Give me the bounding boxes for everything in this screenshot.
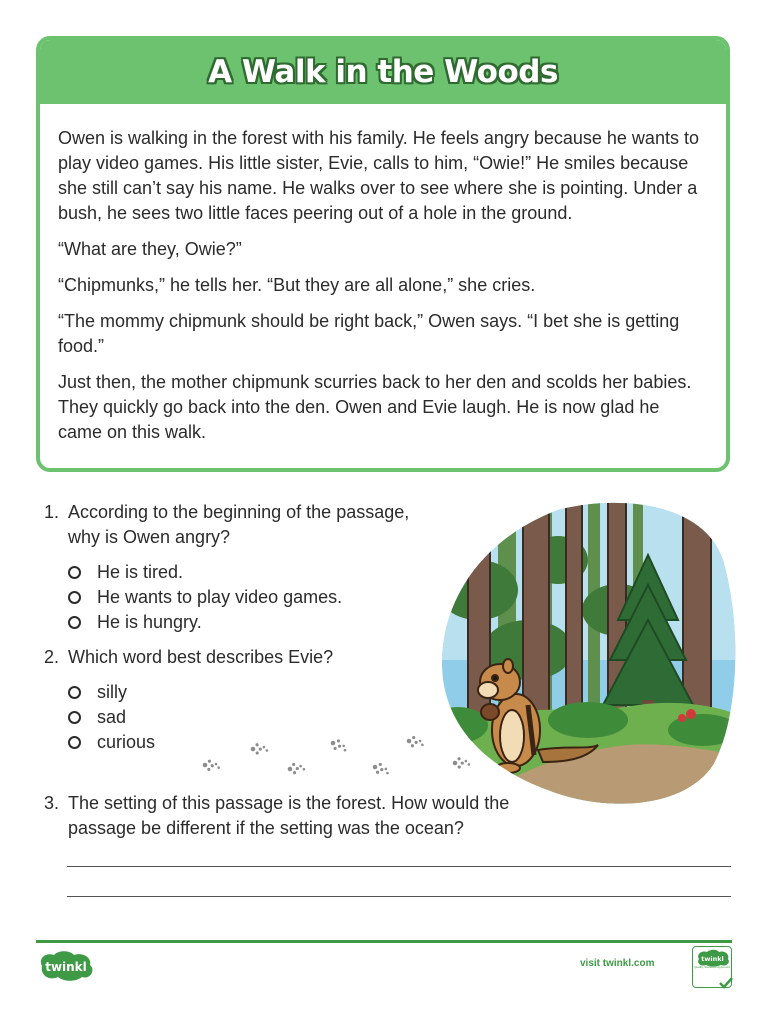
question-text: According to the beginning of the passage, why is Owen angry? bbox=[68, 502, 410, 547]
story-paragraph: “What are they, Owie?” bbox=[58, 239, 242, 259]
story-paragraph: “The mommy chipmunk should be right back,” Owen says. “I bet she is getting food.” bbox=[58, 311, 680, 356]
option-label: He wants to play video games. bbox=[97, 587, 343, 607]
radio-circle-icon[interactable] bbox=[68, 686, 81, 699]
story-title: A Walk in the Woods bbox=[208, 54, 558, 90]
badge-logo-text: twinkl bbox=[701, 955, 724, 963]
radio-circle-icon[interactable] bbox=[68, 591, 81, 604]
radio-circle-icon[interactable] bbox=[68, 736, 81, 749]
story-paragraph: “Chipmunks,” he tells her. “But they are all alone,” she cries. bbox=[58, 275, 536, 295]
quality-badge bbox=[692, 946, 732, 988]
option-label: curious bbox=[97, 732, 156, 752]
forest-chipmunk-illustration bbox=[438, 500, 738, 810]
story-paragraph: Just then, the mother chipmunk scurries back to her den and scolds her babies. They quickly go back into the den. Owen and Evie laugh. He is now glad he came on this walk. bbox=[58, 372, 692, 442]
option-label: silly bbox=[97, 682, 127, 702]
question-text: Which word best describes Evie? bbox=[68, 647, 334, 667]
story-body bbox=[40, 104, 726, 445]
checkmark-icon bbox=[719, 977, 733, 989]
option-label: sad bbox=[97, 707, 127, 727]
footer-rule bbox=[36, 940, 732, 943]
story-box bbox=[36, 36, 730, 472]
question-number: 2. bbox=[44, 647, 60, 667]
option-label: He is hungry. bbox=[97, 612, 202, 632]
option-label: He is tired. bbox=[97, 562, 184, 582]
story-header bbox=[40, 40, 726, 104]
logo-text: twinkl bbox=[45, 960, 87, 974]
question-number: 3. bbox=[44, 793, 60, 813]
question-text: The setting of this passage is the forest. How would the passage be different if the setting was the ocean? bbox=[68, 793, 510, 838]
radio-circle-icon[interactable] bbox=[68, 616, 81, 629]
visit-twinkl-link[interactable]: visit twinkl.com bbox=[580, 958, 655, 969]
answer-line[interactable] bbox=[67, 866, 731, 867]
radio-circle-icon[interactable] bbox=[68, 711, 81, 724]
answer-line[interactable] bbox=[67, 896, 731, 897]
story-paragraph: Owen is walking in the forest with his family. He feels angry because he wants to play video games. His little sister, Evie, calls to him, “Owie!” He smiles because she still can’t say his name. He walks over to see where she is pointing. Under a bush, he sees two little faces peering out of a hole in the ground. bbox=[58, 128, 699, 223]
twinkl-logo[interactable] bbox=[36, 950, 96, 982]
radio-circle-icon[interactable] bbox=[68, 566, 81, 579]
question-number: 1. bbox=[44, 502, 60, 522]
badge-caption: Quality Standard Approved bbox=[694, 965, 730, 969]
